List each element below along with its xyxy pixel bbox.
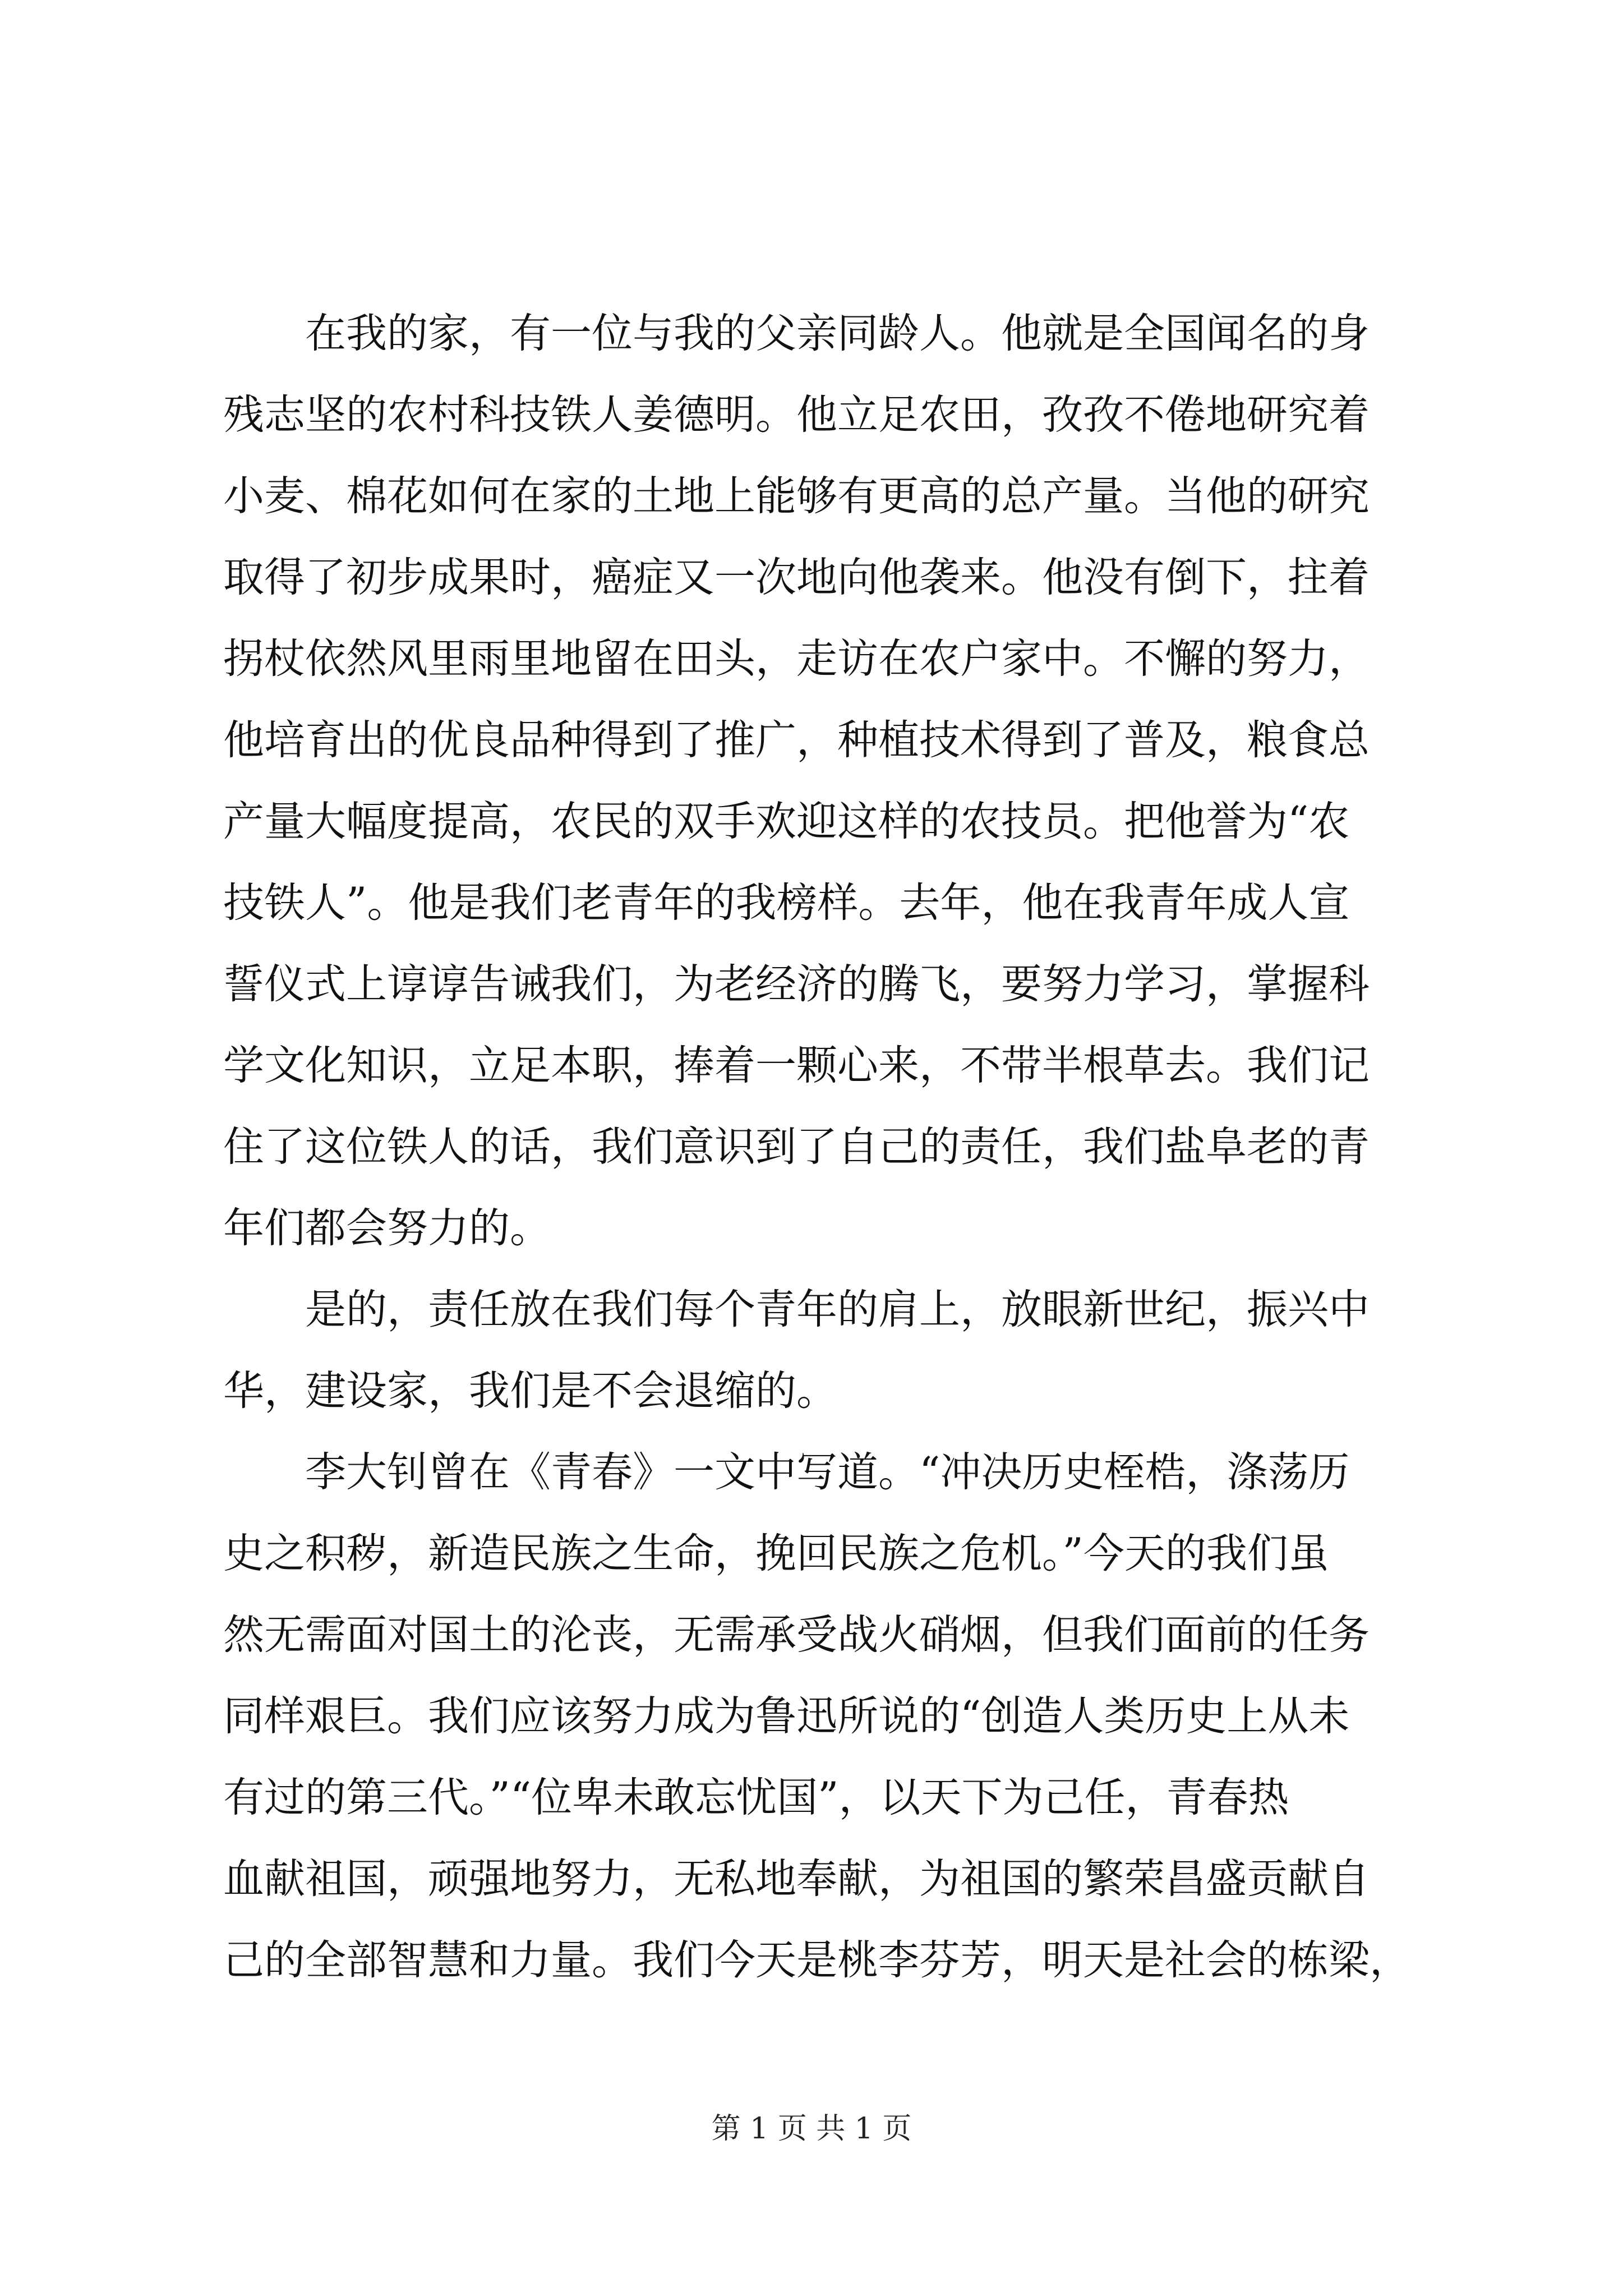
text-line-14: 华，建设家，我们是不会退缩的。 [223,1367,837,1415]
text-line-12: 年们都会努力的。 [223,1204,551,1252]
text-line-10: 学文化知识，立足本职，捧着一颗心来，不带半根草去。我们记 [223,1042,1370,1089]
text-line-6: 他培育出的优良品种得到了推广，种植技术得到了普及，粮食总 [223,716,1370,764]
text-line-16: 史之积秽，新造民族之生命，挽回民族之危机。”今天的我们虽 [223,1530,1329,1577]
text-line-11: 住了这位铁人的话，我们意识到了自己的责任，我们盐阜老的青 [223,1123,1370,1171]
text-line-21: 己的全部智慧和力量。我们今天是桃李芬芳，明天是社会的栋梁， [223,1936,1410,1984]
text-line-19: 有过的第三代。”“位卑未敢忘忧国”，以天下为己任，青春热 [223,1774,1289,1821]
text-line-20: 血献祖国，顽强地努力，无私地奉献，为祖国的繁荣昌盛贡献自 [223,1855,1370,1903]
text-line-9: 誓仪式上谆谆告诫我们，为老经济的腾飞，要努力学习，掌握科 [223,960,1370,1008]
text-line-15: 李大钊曾在《青春》一文中写道。“冲决历史桎梏，涤荡历 [223,1448,1350,1496]
text-line-7: 产量大幅度提高，农民的双手欢迎这样的农技员。把他誉为“农 [223,798,1350,845]
text-line-8: 技铁人”。他是我们老青年的我榜样。去年，他在我青年成人宣 [223,879,1350,927]
text-line-1: 在我的家，有一位与我的父亲同龄人。他就是全国闻名的身 [223,310,1370,357]
text-line-13: 是的，责任放在我们每个青年的肩上，放眼新世纪，振兴中 [223,1286,1370,1333]
page-footer [0,2109,1623,2148]
page-number-label: 第 1 页 共 1 页 [711,2112,912,2146]
text-line-17: 然无需面对国土的沦丧，无需承受战火硝烟，但我们面前的任务 [223,1611,1370,1659]
text-line-5: 拐杖依然风里雨里地留在田头，走访在农户家中。不懈的努力， [223,635,1370,683]
text-line-18: 同样艰巨。我们应该努力成为鲁迅所说的“创造人类历史上从未 [223,1692,1350,1740]
text-line-3: 小麦、棉花如何在家的土地上能够有更高的总产量。当他的研究 [223,472,1370,520]
text-line-2: 残志坚的农村科技铁人姜德明。他立足农田，孜孜不倦地研究着 [223,391,1370,439]
text-line-4: 取得了初步成果时，癌症又一次地向他袭来。他没有倒下，拄着 [223,554,1370,601]
body-text [223,293,1410,2001]
